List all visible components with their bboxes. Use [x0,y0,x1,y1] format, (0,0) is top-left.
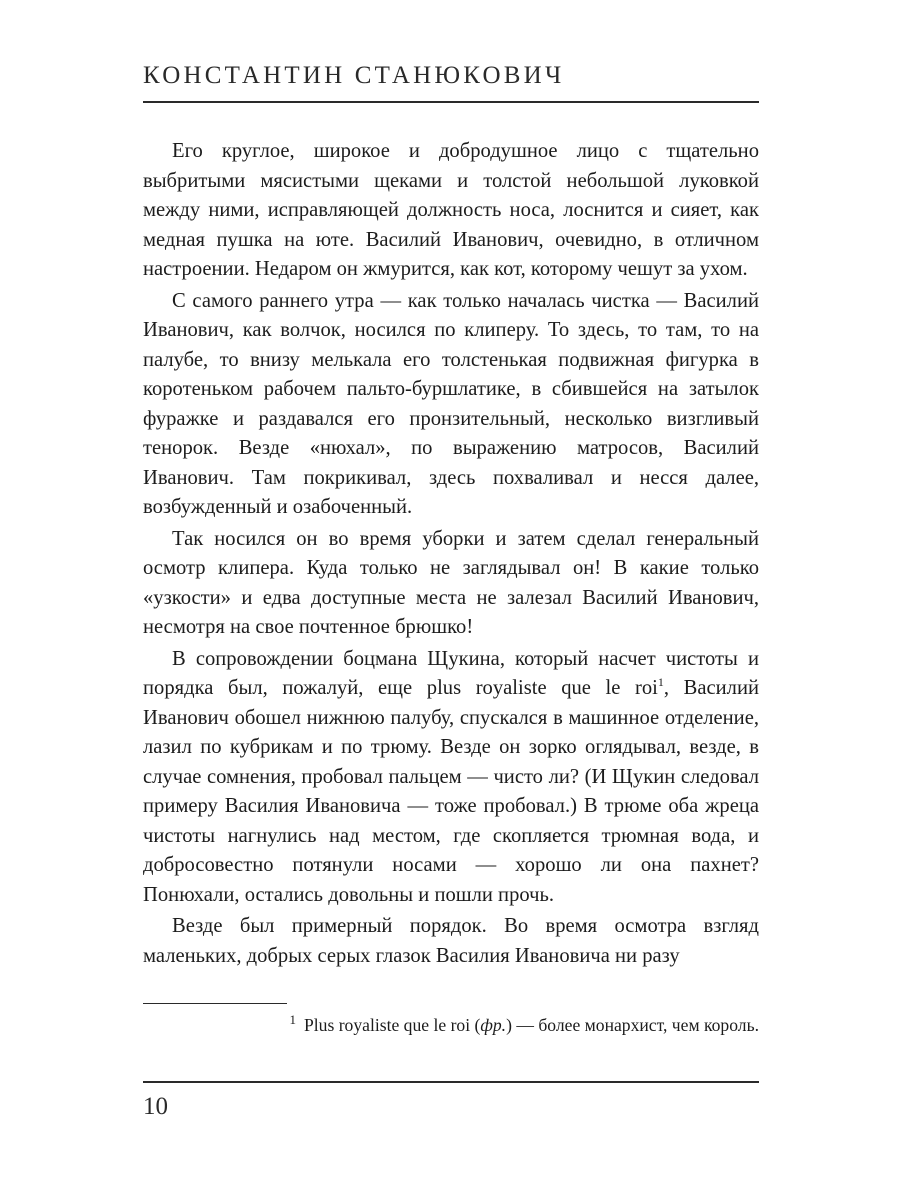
footnote: $^1$ Plus royaliste que le roi (фр.) — более монархист, чем король. [289,1012,759,1035]
paragraph: С самого раннего утра — как только началась чистка — Василий Иванович, как волчок, носился по клиперу. То здесь, то там, то на палубе, то внизу мелькала его толстенькая подвижная фигурка в коротеньком рабочем пальто-буршлатике, в сбившейся на затылок фуражке и раздавался его пронзительный, несколько визгливый тенорок. Везде «нюхал», по выражению матросов, Василий Иванович. Там покрикивал, здесь похваливал и несся далее, возбужденный и озабоченный. [143,289,759,518]
body-text [143,137,759,971]
paragraph-text: , Василий Иванович обошел нижнюю палубу, спускался в машинное отделение, лазил по кубрикам и по трюму. Везде он зорко оглядывал, везде, в случае сомнения, пробовал пальцем — чисто ли? (И Щукин следовал примеру Василия Ивановича — тоже пробовал.) В трюме оба жреца чистоты нагнулись над местом, где скопляется трюмная вода, и добросовестно потянули носами — хорошо ли она пахнет? Понюхали, остались довольны и пошли прочь. [143,677,759,906]
footnote-mark: 1 [289,1012,296,1028]
footnote-phrase: Plus royaliste que le roi [303,1015,471,1035]
paragraph [143,645,759,911]
footnote-language: фр. [480,1015,507,1035]
paragraph: Его круглое, широкое и добродушное лицо с тщательно выбритыми мясистыми щеками и толстой небольшой луковкой между ними, исправляющей должность носа, лоснится и сияет, как медная пушка на юте. Василий Иванович, очевидно, в отличном настроении. Недаром он жмурится, как кот, которому чешут за ухом. [143,140,759,280]
footnote-rule [143,1003,287,1004]
page-number: 10 [143,1093,168,1120]
footer-rule [143,1081,759,1083]
header-rule [143,101,759,103]
paragraph: Везде был примерный порядок. Во время осмотра взгляд маленьких, добрых серых глазок Василия Ивановича ни разу [143,915,759,967]
running-head-author: КОНСТАНТИН СТАНЮКОВИЧ [143,62,565,89]
paragraph-text: В сопровождении боцмана Щукина, который насчет чистоты и порядка был, пожалуй, еще plus royaliste que le roi [143,647,759,699]
paragraph: Так носился он во время уборки и затем сделал генеральный осмотр клипера. Куда только не заглядывал он! В какие только «узкости» и едва доступные места не залезал Василий Иванович, несмотря на свое почтенное брюшко! [143,527,759,638]
footnote-reference[interactable]: 1 [657,675,664,690]
footnote-translation: — более монархист, чем король. [516,1015,759,1035]
